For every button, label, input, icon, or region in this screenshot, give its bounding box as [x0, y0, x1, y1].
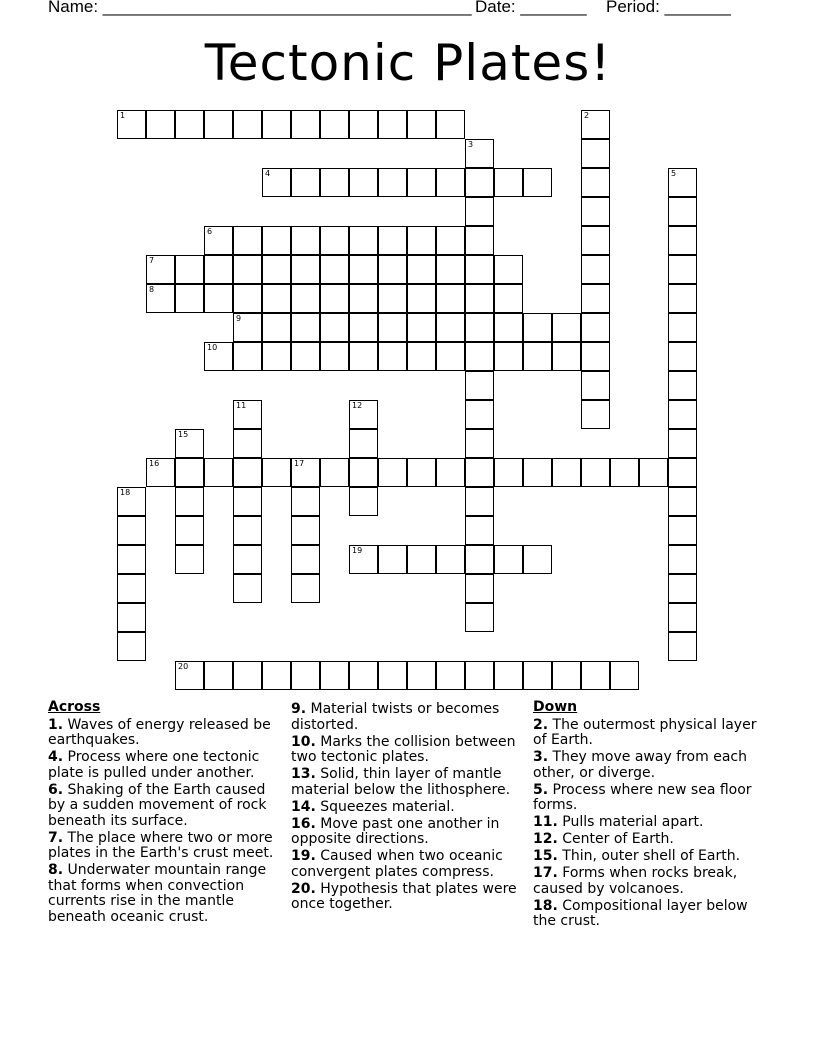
- grid-cell[interactable]: [233, 487, 262, 516]
- clue-item: [48, 718, 278, 749]
- grid-cell[interactable]: [581, 458, 610, 487]
- grid-cell[interactable]: [436, 284, 465, 313]
- grid-cell[interactable]: [262, 226, 291, 255]
- clue-number: 14.: [291, 798, 316, 815]
- grid-cell[interactable]: [465, 458, 494, 487]
- grid-cell[interactable]: [465, 429, 494, 458]
- grid-cell[interactable]: [349, 313, 378, 342]
- clue-text: Shaking of the Earth caused by a sudden movement of rock beneath its surface.: [48, 781, 267, 829]
- grid-cell[interactable]: [175, 516, 204, 545]
- grid-cell[interactable]: [320, 110, 349, 139]
- grid-cell[interactable]: [349, 284, 378, 313]
- clue-text: Solid, thin layer of mantle material below the lithosphere.: [291, 766, 511, 798]
- name-field[interactable]: Name: _______________________________________: [48, 0, 472, 16]
- grid-cell[interactable]: [581, 168, 610, 197]
- grid-cell[interactable]: [320, 255, 349, 284]
- grid-cell[interactable]: [523, 313, 552, 342]
- grid-cell[interactable]: [204, 255, 233, 284]
- grid-cell[interactable]: [436, 255, 465, 284]
- grid-cell[interactable]: [233, 400, 262, 429]
- cell-number: 16: [149, 459, 160, 468]
- grid-cell[interactable]: [407, 168, 436, 197]
- clue-item: [533, 718, 758, 749]
- grid-cell[interactable]: [349, 110, 378, 139]
- cell-number: 3: [468, 140, 474, 149]
- grid-cell[interactable]: [494, 284, 523, 313]
- clue-number: 18.: [533, 897, 558, 914]
- clue-number: 2.: [533, 716, 549, 733]
- grid-cell[interactable]: [233, 516, 262, 545]
- grid-cell[interactable]: [262, 284, 291, 313]
- cell-number: 15: [178, 430, 189, 439]
- cell-number: 17: [294, 459, 305, 468]
- page-title: Tectonic Plates!: [204, 34, 612, 92]
- clue-item: [533, 832, 758, 848]
- cell-number: 11: [236, 401, 247, 410]
- across-clues-column-2: [291, 702, 523, 914]
- grid-cell[interactable]: [378, 661, 407, 690]
- clue-item: [533, 899, 758, 930]
- clue-text: Compositional layer below the crust.: [533, 897, 748, 929]
- grid-cell[interactable]: [320, 168, 349, 197]
- grid-cell[interactable]: [175, 487, 204, 516]
- clue-text: Process where one tectonic plate is pulled under another.: [48, 749, 260, 781]
- grid-cell[interactable]: [668, 371, 697, 400]
- grid-cell[interactable]: [494, 545, 523, 574]
- clue-number: 5.: [533, 781, 549, 798]
- grid-cell[interactable]: [349, 400, 378, 429]
- grid-cell[interactable]: [146, 110, 175, 139]
- grid-cell[interactable]: [204, 110, 233, 139]
- grid-cell[interactable]: [175, 661, 204, 690]
- cell-number: 10: [207, 343, 218, 352]
- grid-cell[interactable]: [349, 226, 378, 255]
- grid-cell[interactable]: [291, 255, 320, 284]
- grid-cell[interactable]: [581, 313, 610, 342]
- grid-cell[interactable]: [523, 545, 552, 574]
- grid-cell[interactable]: [320, 458, 349, 487]
- grid-cell[interactable]: [668, 545, 697, 574]
- grid-cell[interactable]: [117, 603, 146, 632]
- clue-number: 19.: [291, 848, 316, 864]
- grid-cell[interactable]: [233, 284, 262, 313]
- grid-cell[interactable]: [204, 458, 233, 487]
- grid-cell[interactable]: [291, 284, 320, 313]
- grid-cell[interactable]: [291, 168, 320, 197]
- grid-cell[interactable]: [233, 110, 262, 139]
- cell-number: 2: [584, 111, 590, 120]
- grid-cell[interactable]: [465, 255, 494, 284]
- clue-text: Marks the collision between two tectonic plates.: [291, 733, 516, 765]
- grid-cell[interactable]: [436, 545, 465, 574]
- grid-cell[interactable]: [175, 255, 204, 284]
- cell-number: 5: [671, 169, 677, 178]
- grid-cell[interactable]: [378, 168, 407, 197]
- clue-text: The outermost physical layer of Earth.: [533, 716, 757, 748]
- grid-cell[interactable]: [465, 516, 494, 545]
- period-field[interactable]: Period: _______: [606, 0, 731, 16]
- grid-cell[interactable]: [378, 226, 407, 255]
- clue-number: 4.: [48, 749, 64, 765]
- grid-cell[interactable]: [146, 255, 175, 284]
- grid-cell[interactable]: [581, 371, 610, 400]
- clue-text: Pulls material apart.: [562, 814, 704, 830]
- grid-cell[interactable]: [378, 342, 407, 371]
- grid-cell[interactable]: [436, 226, 465, 255]
- grid-cell[interactable]: [668, 429, 697, 458]
- clue-text: Underwater mountain range that forms when convection currents rise in the mantle beneath oceanic crust.: [48, 862, 267, 925]
- grid-cell[interactable]: [320, 313, 349, 342]
- grid-cell[interactable]: [117, 487, 146, 516]
- grid-cell[interactable]: [320, 284, 349, 313]
- clue-number: 10.: [291, 733, 316, 750]
- clue-item: [291, 735, 523, 766]
- grid-cell[interactable]: [378, 110, 407, 139]
- grid-cell[interactable]: [407, 342, 436, 371]
- grid-cell[interactable]: [378, 255, 407, 284]
- grid-cell[interactable]: [117, 574, 146, 603]
- grid-cell[interactable]: [175, 545, 204, 574]
- cell-number: 18: [120, 488, 131, 497]
- grid-cell[interactable]: [436, 313, 465, 342]
- cell-number: 9: [236, 314, 242, 323]
- grid-cell[interactable]: [668, 168, 697, 197]
- grid-cell[interactable]: [378, 545, 407, 574]
- grid-cell[interactable]: [668, 313, 697, 342]
- cell-number: 6: [207, 227, 213, 236]
- grid-cell[interactable]: [465, 313, 494, 342]
- clue-item: [533, 750, 758, 781]
- grid-cell[interactable]: [291, 545, 320, 574]
- grid-cell[interactable]: [668, 400, 697, 429]
- grid-cell[interactable]: [407, 226, 436, 255]
- grid-cell[interactable]: [262, 110, 291, 139]
- clue-item: [48, 783, 278, 830]
- grid-cell[interactable]: [204, 342, 233, 371]
- grid-cell[interactable]: [175, 110, 204, 139]
- grid-cell[interactable]: [291, 661, 320, 690]
- grid-cell[interactable]: [494, 255, 523, 284]
- clue-number: 3.: [533, 749, 549, 765]
- grid-cell[interactable]: [465, 226, 494, 255]
- clue-item: [533, 815, 758, 831]
- grid-cell[interactable]: [233, 661, 262, 690]
- grid-cell[interactable]: [523, 458, 552, 487]
- clue-item: [533, 866, 758, 897]
- grid-cell[interactable]: [349, 661, 378, 690]
- grid-cell[interactable]: [291, 226, 320, 255]
- grid-cell[interactable]: [436, 342, 465, 371]
- grid-cell[interactable]: [668, 458, 697, 487]
- clue-item: [48, 863, 278, 925]
- clue-number: 11.: [533, 814, 558, 830]
- grid-cell[interactable]: [494, 168, 523, 197]
- grid-cell[interactable]: [291, 110, 320, 139]
- date-field[interactable]: Date: _______: [475, 0, 587, 16]
- grid-cell[interactable]: [407, 313, 436, 342]
- grid-cell[interactable]: [407, 284, 436, 313]
- grid-cell[interactable]: [349, 545, 378, 574]
- grid-cell[interactable]: [581, 139, 610, 168]
- grid-cell[interactable]: [349, 487, 378, 516]
- clue-number: 7.: [48, 829, 64, 846]
- grid-cell[interactable]: [407, 458, 436, 487]
- grid-cell[interactable]: [668, 632, 697, 661]
- clue-number: 8.: [48, 862, 64, 878]
- cell-number: 20: [178, 662, 189, 671]
- grid-cell[interactable]: [349, 255, 378, 284]
- clue-item: [291, 849, 523, 880]
- grid-cell[interactable]: [117, 632, 146, 661]
- grid-cell[interactable]: [291, 313, 320, 342]
- grid-cell[interactable]: [494, 458, 523, 487]
- grid-cell[interactable]: [552, 661, 581, 690]
- grid-cell[interactable]: [668, 226, 697, 255]
- grid-cell[interactable]: [407, 545, 436, 574]
- clue-text: They move away from each other, or diverge.: [533, 749, 747, 781]
- clue-text: Thin, outer shell of Earth.: [562, 848, 741, 864]
- clue-item: [533, 783, 758, 814]
- clue-item: [48, 750, 278, 781]
- clue-item: [48, 831, 278, 862]
- grid-cell[interactable]: [523, 168, 552, 197]
- grid-cell[interactable]: [465, 168, 494, 197]
- clue-number: 9.: [291, 701, 307, 717]
- clue-text: Move past one another in opposite directions.: [291, 815, 500, 847]
- clue-number: 1.: [48, 716, 64, 733]
- clue-number: 20.: [291, 880, 316, 897]
- cell-number: 19: [352, 546, 363, 555]
- grid-cell[interactable]: [668, 603, 697, 632]
- grid-cell[interactable]: [465, 342, 494, 371]
- clue-text: Process where new sea floor forms.: [533, 781, 752, 813]
- grid-cell[interactable]: [668, 197, 697, 226]
- grid-cell[interactable]: [465, 574, 494, 603]
- grid-cell[interactable]: [668, 574, 697, 603]
- grid-cell[interactable]: [407, 255, 436, 284]
- grid-cell[interactable]: [146, 458, 175, 487]
- clue-item: [291, 800, 523, 816]
- grid-cell[interactable]: [349, 342, 378, 371]
- grid-cell[interactable]: [291, 574, 320, 603]
- grid-cell[interactable]: [668, 516, 697, 545]
- grid-cell[interactable]: [349, 429, 378, 458]
- clue-text: Caused when two oceanic convergent plates compress.: [291, 848, 503, 880]
- grid-cell[interactable]: [233, 458, 262, 487]
- grid-cell[interactable]: [610, 661, 639, 690]
- grid-cell[interactable]: [436, 661, 465, 690]
- clue-item: [291, 702, 523, 733]
- grid-cell[interactable]: [262, 313, 291, 342]
- clue-number: 13.: [291, 766, 316, 782]
- grid-cell[interactable]: [668, 284, 697, 313]
- cell-number: 4: [265, 169, 271, 178]
- across-clues-column-1: [48, 700, 278, 927]
- clue-text: Waves of energy released be earthquakes.: [48, 716, 271, 748]
- grid-cell[interactable]: [494, 342, 523, 371]
- grid-cell[interactable]: [465, 661, 494, 690]
- cell-number: 7: [149, 256, 155, 265]
- cell-number: 8: [149, 285, 155, 294]
- grid-cell[interactable]: [291, 458, 320, 487]
- clue-number: 17.: [533, 865, 558, 881]
- grid-cell[interactable]: [465, 284, 494, 313]
- grid-cell[interactable]: [581, 197, 610, 226]
- grid-cell[interactable]: [465, 400, 494, 429]
- grid-cell[interactable]: [349, 458, 378, 487]
- clue-item: [291, 767, 523, 798]
- grid-cell[interactable]: [494, 313, 523, 342]
- grid-cell[interactable]: [668, 255, 697, 284]
- grid-cell[interactable]: [233, 255, 262, 284]
- grid-cell[interactable]: [610, 458, 639, 487]
- grid-cell[interactable]: [407, 110, 436, 139]
- grid-cell[interactable]: [175, 284, 204, 313]
- grid-cell[interactable]: [552, 458, 581, 487]
- clue-item: [533, 849, 758, 865]
- grid-cell[interactable]: [175, 429, 204, 458]
- clue-number: 16.: [291, 815, 316, 832]
- clue-text: The place where two or more plates in the Earth's crust meet.: [48, 829, 274, 861]
- grid-cell[interactable]: [465, 371, 494, 400]
- grid-cell[interactable]: [378, 458, 407, 487]
- grid-cell[interactable]: [581, 400, 610, 429]
- grid-cell[interactable]: [233, 545, 262, 574]
- clue-item: [291, 817, 523, 848]
- grid-cell[interactable]: [320, 661, 349, 690]
- grid-cell[interactable]: [117, 516, 146, 545]
- grid-cell[interactable]: [407, 661, 436, 690]
- grid-cell[interactable]: [581, 255, 610, 284]
- grid-cell[interactable]: [262, 661, 291, 690]
- grid-cell[interactable]: [146, 284, 175, 313]
- grid-cell[interactable]: [465, 545, 494, 574]
- grid-cell[interactable]: [262, 342, 291, 371]
- grid-cell[interactable]: [291, 487, 320, 516]
- clue-text: Forms when rocks break, caused by volcanoes.: [533, 865, 738, 897]
- grid-cell[interactable]: [204, 284, 233, 313]
- across-heading: Across: [48, 699, 101, 715]
- grid-cell[interactable]: [494, 661, 523, 690]
- grid-cell[interactable]: [320, 226, 349, 255]
- clue-text: Hypothesis that plates were once together.: [291, 880, 517, 912]
- grid-cell[interactable]: [262, 255, 291, 284]
- grid-cell[interactable]: [378, 313, 407, 342]
- grid-cell[interactable]: [262, 458, 291, 487]
- grid-cell[interactable]: [291, 516, 320, 545]
- grid-cell[interactable]: [204, 226, 233, 255]
- grid-cell[interactable]: [581, 110, 610, 139]
- clue-text: Squeezes material.: [320, 798, 455, 815]
- grid-cell[interactable]: [233, 313, 262, 342]
- cell-number: 1: [120, 111, 126, 120]
- clue-number: 6.: [48, 781, 64, 798]
- grid-cell[interactable]: [378, 284, 407, 313]
- grid-cell[interactable]: [581, 284, 610, 313]
- down-heading: Down: [533, 699, 578, 715]
- grid-cell[interactable]: [204, 661, 233, 690]
- clue-number: 15.: [533, 848, 558, 864]
- grid-cell[interactable]: [523, 661, 552, 690]
- grid-cell[interactable]: [117, 545, 146, 574]
- down-clues-column: [533, 700, 758, 931]
- grid-cell[interactable]: [523, 342, 552, 371]
- grid-cell[interactable]: [291, 342, 320, 371]
- grid-cell[interactable]: [320, 342, 349, 371]
- grid-cell[interactable]: [233, 429, 262, 458]
- clue-text: Material twists or becomes distorted.: [291, 701, 500, 733]
- grid-cell[interactable]: [552, 313, 581, 342]
- grid-cell[interactable]: [668, 487, 697, 516]
- grid-cell[interactable]: [639, 458, 668, 487]
- grid-cell[interactable]: [552, 342, 581, 371]
- grid-cell[interactable]: [581, 342, 610, 371]
- clue-item: [291, 882, 523, 913]
- grid-cell[interactable]: [233, 342, 262, 371]
- grid-cell[interactable]: [465, 139, 494, 168]
- grid-cell[interactable]: [581, 661, 610, 690]
- grid-cell[interactable]: [668, 342, 697, 371]
- grid-cell[interactable]: [175, 458, 204, 487]
- grid-cell[interactable]: [465, 487, 494, 516]
- clue-text: Center of Earth.: [562, 831, 674, 847]
- grid-cell[interactable]: [581, 226, 610, 255]
- grid-cell[interactable]: [349, 168, 378, 197]
- grid-cell[interactable]: [436, 168, 465, 197]
- grid-cell[interactable]: [233, 226, 262, 255]
- grid-cell[interactable]: [465, 603, 494, 632]
- clue-number: 12.: [533, 831, 558, 847]
- grid-cell[interactable]: [117, 110, 146, 139]
- grid-cell[interactable]: [436, 458, 465, 487]
- grid-cell[interactable]: [465, 197, 494, 226]
- grid-cell[interactable]: [233, 574, 262, 603]
- grid-cell[interactable]: [262, 168, 291, 197]
- grid-cell[interactable]: [436, 110, 465, 139]
- cell-number: 12: [352, 401, 363, 410]
